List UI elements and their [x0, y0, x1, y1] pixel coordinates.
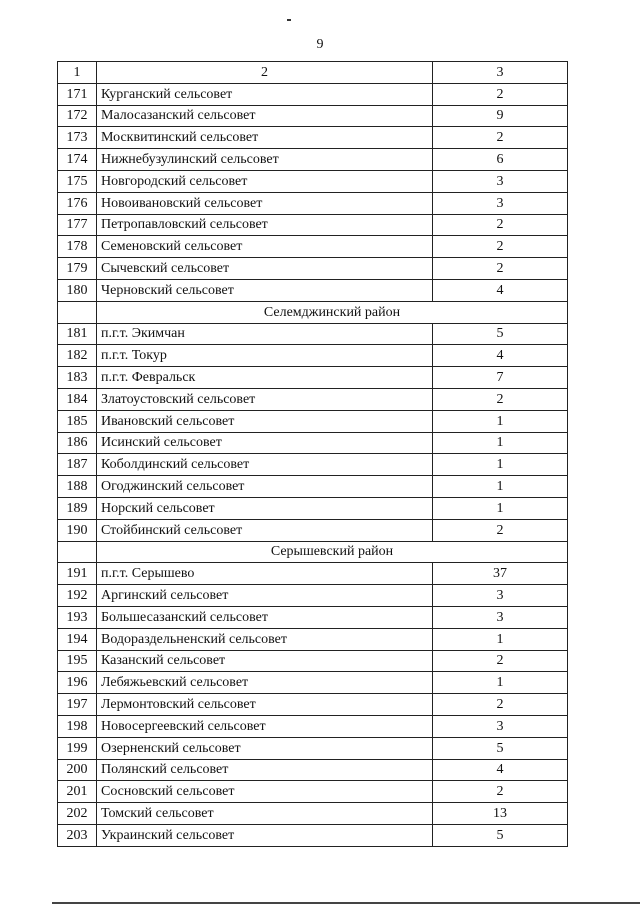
row-number-cell: 199 [58, 737, 97, 759]
table-row [58, 170, 568, 192]
count-cell: 2 [433, 650, 568, 672]
count-cell: 2 [433, 214, 568, 236]
settlement-name-cell: Огоджинский сельсовет [97, 476, 433, 498]
row-number-cell: 191 [58, 563, 97, 585]
table-row [58, 803, 568, 825]
settlement-name-cell: Норский сельсовет [97, 497, 433, 519]
count-cell: 4 [433, 279, 568, 301]
table-row [58, 694, 568, 716]
table-row [58, 105, 568, 127]
count-cell: 13 [433, 803, 568, 825]
settlement-name-cell: Черновский сельсовет [97, 279, 433, 301]
settlements-table [57, 61, 568, 847]
table-row [58, 476, 568, 498]
row-number-cell: 177 [58, 214, 97, 236]
page-number: 9 [316, 37, 324, 52]
settlement-name-cell: Лермонтовский сельсовет [97, 694, 433, 716]
count-cell: 5 [433, 737, 568, 759]
count-cell: 9 [433, 105, 568, 127]
count-cell: 2 [433, 694, 568, 716]
table-row [58, 388, 568, 410]
settlement-name-cell: Нижнебузулинский сельсовет [97, 149, 433, 171]
table-row [58, 824, 568, 846]
settlement-name-cell: п.г.т. Токур [97, 345, 433, 367]
row-number-cell: 194 [58, 628, 97, 650]
count-cell: 2 [433, 519, 568, 541]
row-number-cell: 183 [58, 367, 97, 389]
table-row [58, 127, 568, 149]
settlement-name-cell: Большесазанский сельсовет [97, 606, 433, 628]
row-number-cell: 182 [58, 345, 97, 367]
table-row [58, 715, 568, 737]
table-row [58, 519, 568, 541]
count-cell: 1 [433, 628, 568, 650]
count-cell: 3 [433, 606, 568, 628]
row-number-cell: 187 [58, 454, 97, 476]
count-cell: 3 [433, 715, 568, 737]
district-heading: Селемджинский район [97, 301, 568, 323]
row-number-cell: 176 [58, 192, 97, 214]
table-row [58, 650, 568, 672]
row-number-cell: 197 [58, 694, 97, 716]
count-cell: 7 [433, 367, 568, 389]
settlement-name-cell: Озерненский сельсовет [97, 737, 433, 759]
table-row [58, 759, 568, 781]
count-cell: 3 [433, 192, 568, 214]
row-number-cell: 198 [58, 715, 97, 737]
table-header-row [58, 62, 568, 84]
settlement-name-cell: Украинский сельсовет [97, 824, 433, 846]
count-cell: 5 [433, 323, 568, 345]
row-number-cell: 189 [58, 497, 97, 519]
row-number-cell: 192 [58, 585, 97, 607]
count-cell: 2 [433, 258, 568, 280]
count-cell: 1 [433, 497, 568, 519]
table-row [58, 410, 568, 432]
settlement-name-cell: Курганский сельсовет [97, 83, 433, 105]
table-row [58, 563, 568, 585]
count-cell: 2 [433, 83, 568, 105]
row-number-cell: 178 [58, 236, 97, 258]
district-number-cell [58, 301, 97, 323]
table-row [58, 192, 568, 214]
scan-bottom-edge [52, 902, 640, 904]
settlement-name-cell: Новосергеевский сельсовет [97, 715, 433, 737]
table-row [58, 236, 568, 258]
table-row [58, 606, 568, 628]
row-number-cell: 195 [58, 650, 97, 672]
scan-speck [287, 19, 291, 21]
district-number-cell [58, 541, 97, 563]
row-number-cell: 186 [58, 432, 97, 454]
table-row [58, 214, 568, 236]
settlement-name-cell: Полянский сельсовет [97, 759, 433, 781]
settlement-name-cell: Аргинский сельсовет [97, 585, 433, 607]
row-number-cell: 201 [58, 781, 97, 803]
count-cell: 1 [433, 432, 568, 454]
count-cell: 5 [433, 824, 568, 846]
header-cell-name: 2 [97, 62, 433, 84]
table-row [58, 279, 568, 301]
count-cell: 4 [433, 759, 568, 781]
table-row [58, 149, 568, 171]
row-number-cell: 188 [58, 476, 97, 498]
count-cell: 1 [433, 672, 568, 694]
settlement-name-cell: Водораздельненский сельсовет [97, 628, 433, 650]
settlement-name-cell: п.г.т. Серышево [97, 563, 433, 585]
district-heading: Серышевский район [97, 541, 568, 563]
row-number-cell: 174 [58, 149, 97, 171]
row-number-cell: 171 [58, 83, 97, 105]
table-body [58, 62, 568, 847]
district-heading-row [58, 541, 568, 563]
count-cell: 2 [433, 127, 568, 149]
table-row [58, 497, 568, 519]
settlement-name-cell: п.г.т. Экимчан [97, 323, 433, 345]
settlement-name-cell: Ивановский сельсовет [97, 410, 433, 432]
row-number-cell: 200 [58, 759, 97, 781]
row-number-cell: 181 [58, 323, 97, 345]
row-number-cell: 203 [58, 824, 97, 846]
table-row [58, 367, 568, 389]
count-cell: 3 [433, 585, 568, 607]
header-cell-value: 3 [433, 62, 568, 84]
row-number-cell: 190 [58, 519, 97, 541]
count-cell: 2 [433, 781, 568, 803]
row-number-cell: 175 [58, 170, 97, 192]
settlement-name-cell: Казанский сельсовет [97, 650, 433, 672]
settlement-name-cell: п.г.т. Февральск [97, 367, 433, 389]
settlement-name-cell: Малосазанский сельсовет [97, 105, 433, 127]
count-cell: 1 [433, 410, 568, 432]
row-number-cell: 180 [58, 279, 97, 301]
count-cell: 37 [433, 563, 568, 585]
settlement-name-cell: Семеновский сельсовет [97, 236, 433, 258]
row-number-cell: 202 [58, 803, 97, 825]
settlement-name-cell: Сосновский сельсовет [97, 781, 433, 803]
settlement-name-cell: Москвитинский сельсовет [97, 127, 433, 149]
count-cell: 6 [433, 149, 568, 171]
settlement-name-cell: Новгородский сельсовет [97, 170, 433, 192]
settlement-name-cell: Сычевский сельсовет [97, 258, 433, 280]
settlement-name-cell: Новоивановский сельсовет [97, 192, 433, 214]
table-row [58, 83, 568, 105]
row-number-cell: 184 [58, 388, 97, 410]
settlement-name-cell: Петропавловский сельсовет [97, 214, 433, 236]
table-row [58, 585, 568, 607]
table-row [58, 781, 568, 803]
row-number-cell: 196 [58, 672, 97, 694]
district-heading-row [58, 301, 568, 323]
row-number-cell: 193 [58, 606, 97, 628]
header-cell-number: 1 [58, 62, 97, 84]
table-row [58, 454, 568, 476]
settlement-name-cell: Златоустовский сельсовет [97, 388, 433, 410]
row-number-cell: 172 [58, 105, 97, 127]
row-number-cell: 185 [58, 410, 97, 432]
count-cell: 1 [433, 454, 568, 476]
count-cell: 1 [433, 476, 568, 498]
count-cell: 2 [433, 388, 568, 410]
count-cell: 4 [433, 345, 568, 367]
count-cell: 3 [433, 170, 568, 192]
row-number-cell: 179 [58, 258, 97, 280]
settlement-name-cell: Коболдинский сельсовет [97, 454, 433, 476]
settlement-name-cell: Стойбинский сельсовет [97, 519, 433, 541]
table-row [58, 737, 568, 759]
row-number-cell: 173 [58, 127, 97, 149]
settlement-name-cell: Исинский сельсовет [97, 432, 433, 454]
table-row [58, 628, 568, 650]
count-cell: 2 [433, 236, 568, 258]
table-row [58, 345, 568, 367]
settlement-name-cell: Лебяжьевский сельсовет [97, 672, 433, 694]
table-row [58, 672, 568, 694]
settlement-name-cell: Томский сельсовет [97, 803, 433, 825]
table-row [58, 432, 568, 454]
table-row [58, 323, 568, 345]
table-row [58, 258, 568, 280]
